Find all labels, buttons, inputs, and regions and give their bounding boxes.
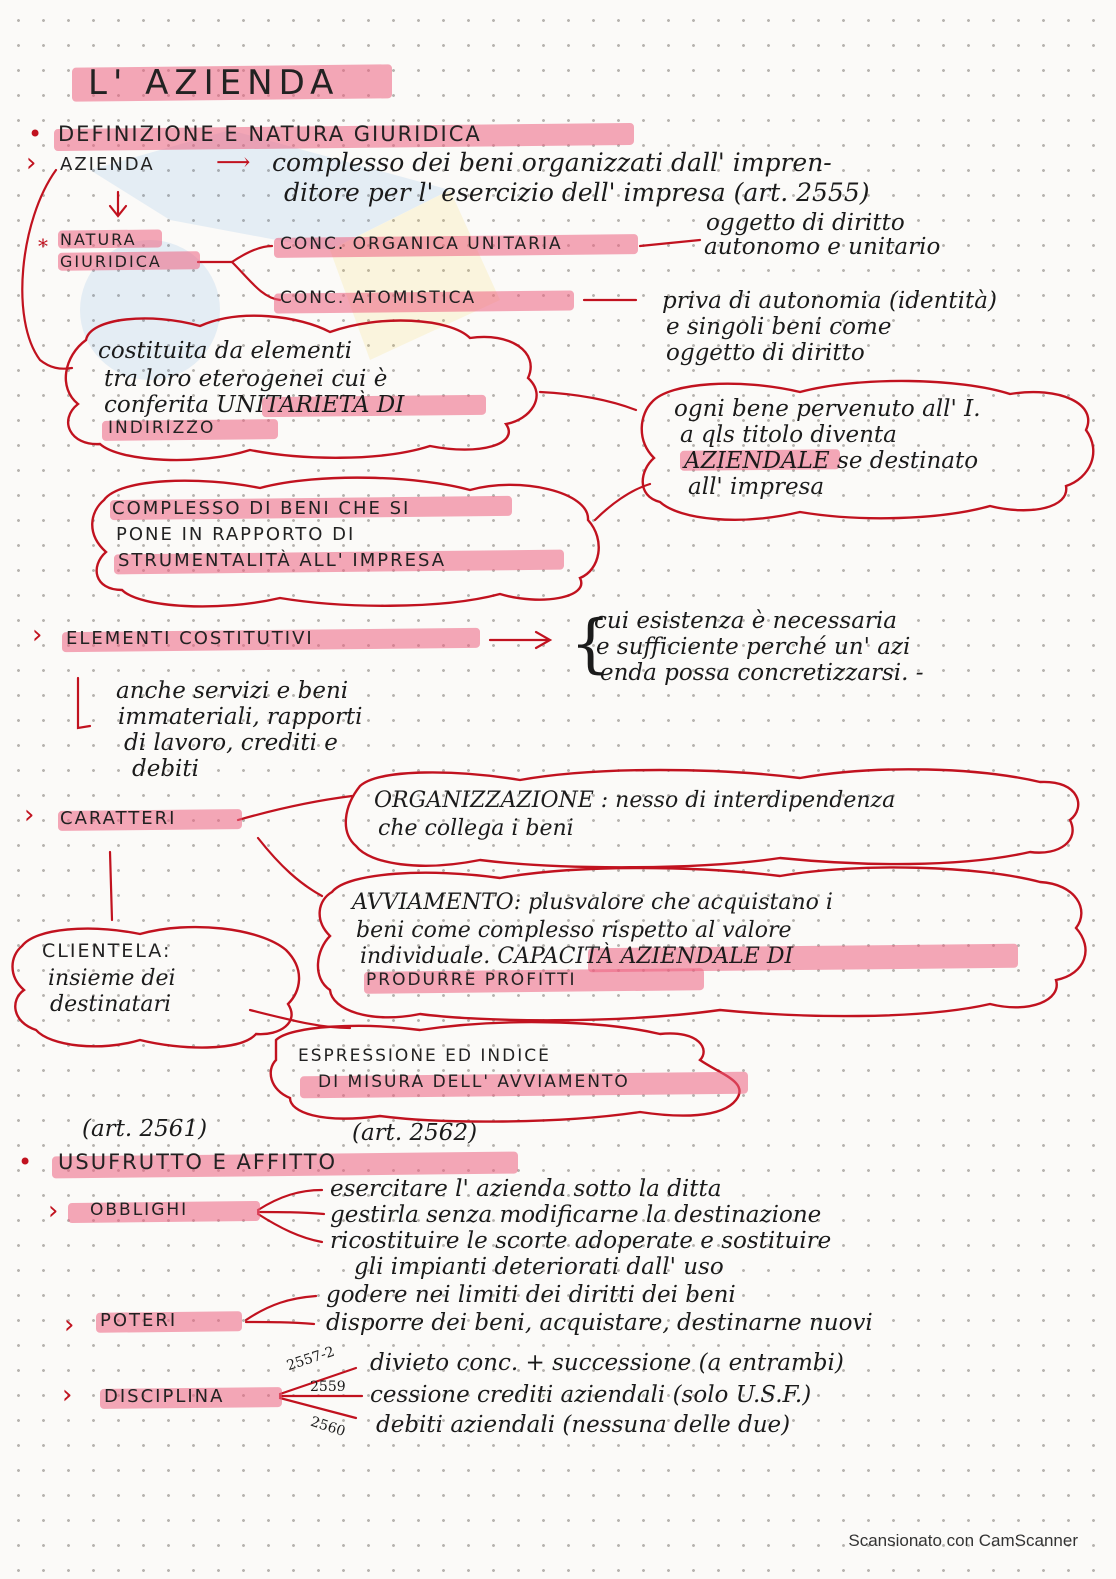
elementi-sub-line-4: debiti <box>132 756 200 782</box>
disciplina-line-2: cessione crediti aziendali (solo U.S.F.) <box>370 1382 812 1408</box>
atomistica-def-line-3: oggetto di diritto <box>666 340 865 366</box>
disciplina-ref-2559: 2559 <box>310 1379 346 1395</box>
avviamento-line-4: PRODURRE PROFITTI <box>366 970 577 990</box>
espressione-line-1: ESPRESSIONE ED INDICE <box>298 1046 551 1066</box>
natura-label-line-2: GIURIDICA <box>60 252 162 271</box>
ogni-bene-line-3: AZIENDALE se destinato <box>684 448 979 474</box>
ogni-bene-line-4: all' impresa <box>688 474 825 500</box>
avviamento-line-3: individuale. CAPACITÀ AZIENDALE DI <box>360 944 794 969</box>
ogni-bene-line-1: ogni bene pervenuto all' I. <box>674 396 981 422</box>
article-ref-2561: (art. 2561) <box>82 1116 208 1142</box>
organizzazione-line-2: che collega i beni <box>378 816 574 841</box>
azienda-arrow: ⟶ <box>216 148 251 176</box>
obblighi-line-3: ricostituire le scorte adoperate e sostituire <box>330 1228 832 1254</box>
organica-def-line-1: oggetto di diritto <box>706 210 905 236</box>
disciplina-label: DISCIPLINA <box>104 1386 225 1407</box>
obblighi-line-4: gli impianti deteriorati dall' uso <box>354 1254 724 1280</box>
obblighi-label: OBBLIGHI <box>90 1200 189 1220</box>
page-title: L' AZIENDA <box>88 63 340 103</box>
article-ref-2562: (art. 2562) <box>352 1120 478 1146</box>
disciplina-ref-2560: 2560 <box>308 1413 348 1441</box>
organizzazione-line-1: ORGANIZZAZIONE : nesso di interdipendenza <box>374 788 896 813</box>
chevron-right-icon: › <box>48 1196 59 1226</box>
costituita-line-2: tra loro eterogenei cui è <box>104 366 388 392</box>
espressione-line-2: DI MISURA DELL' AVVIAMENTO <box>318 1072 630 1092</box>
section-heading-definizione: DEFINIZIONE E NATURA GIURIDICA <box>58 122 482 146</box>
azienda-label: AZIENDA <box>60 154 155 175</box>
elementi-sub-line-3: di lavoro, crediti e <box>124 730 338 756</box>
clientela-line-1: CLIENTELA: <box>42 940 172 962</box>
chevron-right-icon: › <box>64 1310 75 1340</box>
complesso-line-2: PONE IN RAPPORTO DI <box>116 524 356 545</box>
ogni-bene-line-2: a qls titolo diventa <box>680 422 897 448</box>
costituita-line-4: INDIRIZZO <box>108 418 216 438</box>
elementi-def-line-3: enda possa concretizzarsi. - <box>600 660 924 686</box>
natura-label-line-1: NATURA <box>60 230 137 249</box>
organica-label: CONC. ORGANICA UNITARIA <box>280 234 563 254</box>
avviamento-line-2: beni come complesso rispetto al valore <box>356 918 792 943</box>
caratteri-label: CARATTERI <box>60 808 177 829</box>
elementi-sub-line-1: anche servizi e beni <box>116 678 349 704</box>
obblighi-line-2: gestirla senza modificarne la destinazione <box>330 1202 822 1228</box>
poteri-line-1: godere nei limiti dei diritti dei beni <box>326 1282 736 1308</box>
costituita-line-3: conferita UNITARIETÀ DI <box>104 392 405 418</box>
chevron-right-icon: › <box>62 1380 73 1410</box>
organica-def-line-2: autonomo e unitario <box>704 234 941 260</box>
bullet-dot: • <box>28 120 43 148</box>
elementi-brace: { <box>570 607 611 681</box>
complesso-line-1: COMPLESSO DI BENI CHE SI <box>112 498 411 519</box>
avviamento-line-1: AVVIAMENTO: plusvalore che acquistano i <box>352 890 833 915</box>
disciplina-line-1: divieto conc. + successione (a entrambi) <box>370 1350 844 1376</box>
azienda-definition-line-2: ditore per l' esercizio dell' impresa (art. 2555) <box>284 178 870 207</box>
atomistica-def-line-2: e singoli beni come <box>666 314 892 340</box>
obblighi-line-1: esercitare l' azienda sotto la ditta <box>330 1176 722 1202</box>
chevron-right-icon: › <box>26 148 37 178</box>
clientela-line-3: destinatari <box>50 992 172 1017</box>
elementi-def-line-1: cui esistenza è necessaria <box>594 608 897 634</box>
atomistica-label: CONC. ATOMISTICA <box>280 288 477 308</box>
clientela-line-2: insieme dei <box>48 966 176 991</box>
poteri-line-2: disporre dei beni, acquistare, destinarne nuovi <box>326 1310 873 1336</box>
elementi-def-line-2: e sufficiente perché un' azi <box>596 634 911 660</box>
elementi-sub-line-2: immateriali, rapporti <box>118 704 363 730</box>
atomistica-def-line-1: priva di autonomia (identità) <box>662 288 997 314</box>
asterisk-icon: * <box>38 234 48 258</box>
azienda-definition-line-1: complesso dei beni organizzati dall' impren- <box>272 148 832 177</box>
bullet-dot: • <box>18 1148 33 1176</box>
section-heading-usufrutto: USUFRUTTO E AFFITTO <box>58 1150 338 1174</box>
chevron-right-icon: › <box>32 620 43 650</box>
scanner-footer: Scansionato con CamScanner <box>848 1531 1078 1550</box>
complesso-line-3: STRUMENTALITÀ ALL' IMPRESA <box>118 550 447 571</box>
chevron-right-icon: › <box>24 800 35 830</box>
elementi-label: ELEMENTI COSTITUTIVI <box>66 628 314 649</box>
poteri-label: POTERI <box>100 1310 178 1331</box>
disciplina-ref-2557: 2557-2 <box>284 1343 337 1375</box>
disciplina-line-3: debiti aziendali (nessuna delle due) <box>376 1412 791 1438</box>
costituita-line-1: costituita da elementi <box>98 338 352 364</box>
